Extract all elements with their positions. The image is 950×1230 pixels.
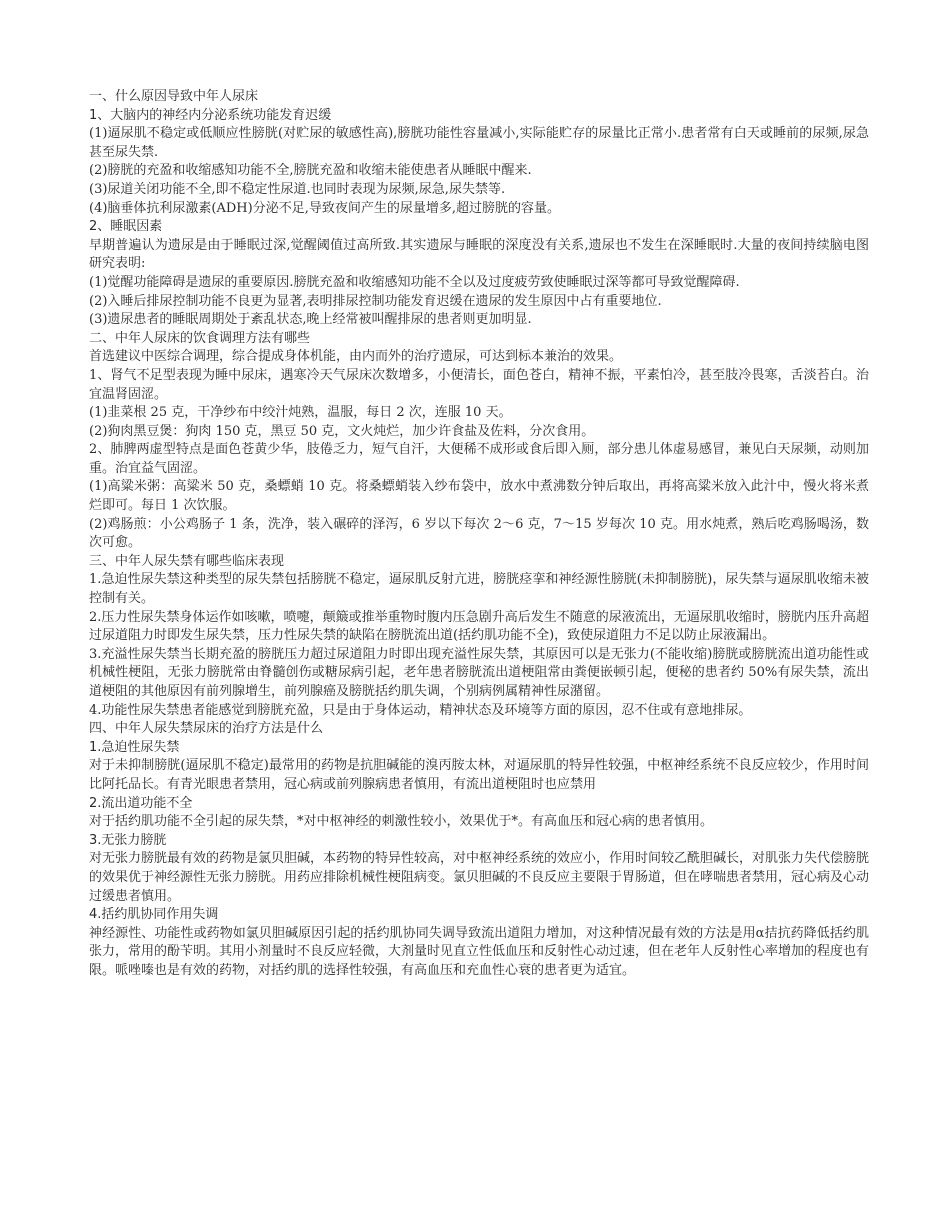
paragraph: 2.压力性尿失禁身体运作如咳嗽，喷嚏，颠簸或推举重物时腹内压急剧升高后发生不随意的尿液流出，无逼尿肌收缩时，膀胱内压升高超过尿道阻力时即发生尿失禁，压力性尿失禁的缺陷在膀胱流出道(括约肌功能不全)，致使尿道阻力不足以防止尿液漏出。	[89, 609, 869, 644]
section-heading: 2.流出道功能不全	[89, 795, 193, 811]
paragraph: (3)遗尿患者的睡眠周期处于紊乱状态,晚上经常被叫醒排尿的患者则更加明显.	[89, 312, 532, 328]
section-heading: 3.无张力膀胱	[89, 832, 167, 848]
paragraph: (2)入睡后排尿控制功能不良更为显著,表明排尿控制功能发育迟缓在遗尿的发生原因中占有重要地位.	[89, 293, 662, 309]
paragraph: (3)尿道关闭功能不全,即不稳定性尿道.也同时表现为尿频,尿急,尿失禁等.	[89, 181, 506, 197]
paragraph: (1)逼尿肌不稳定或低顺应性膀胱(对贮尿的敏感性高),膀胱功能性容量减小,实际能贮存的尿量比正常小.患者常有白天或睡前的尿频,尿急甚至尿失禁.	[89, 126, 869, 160]
paragraph: 1、肾气不足型表现为睡中尿床，遇寒冷天气尿床次数增多，小便清长，面色苍白，精神不振，平素怕冷，甚至肢冷畏寒，舌淡苔白。治宜温肾固涩。	[89, 367, 869, 402]
section-heading: 1.急迫性尿失禁	[89, 739, 180, 755]
paragraph: 对于未抑制膀胱(逼尿肌不稳定)最常用的药物是抗胆碱能的溴丙胺太林，对逼尿肌的特异性较强，中枢神经系统不良反应较少，作用时间比阿托品长。有青光眼患者禁用，冠心病或前列腺病患者慎用，有流出道梗阻时也应禁用	[89, 758, 869, 792]
paragraph: 早期普遍认为遗尿是由于睡眠过深,觉醒阈值过高所致.其实遗尿与睡眠的深度没有关系,遗尿也不发生在深睡眠时.大量的夜间持续脑电图研究表明:	[89, 237, 869, 272]
section-heading: 1、大脑内的神经内分泌系统功能发育迟缓	[89, 107, 332, 123]
paragraph: (2)狗肉黑豆煲：狗肉 150 克，黑豆 50 克，文火炖烂，加少许食盐及佐料，分次食用。	[89, 423, 595, 439]
paragraph: 神经源性、功能性或药物如氯贝胆碱原因引起的括约肌协同失调导致流出道阻力增加，对这种情况最有效的方法是用α拮抗药降低括约肌张力，常用的酚苄明。其用小剂量时不良反应轻微，大剂量时见直立性低血压和反射性心动过速，但在老年人反射性心率增加的程度也有限。哌唑嗪也是有效的药物，对括约肌的选择性较强，有高血压和充血性心衰的患者更为适宜。	[89, 925, 870, 978]
paragraph: 3.充溢性尿失禁当长期充盈的膀胱压力超过尿道阻力时即出现充溢性尿失禁，其原因可以是无张力(不能收缩)膀胱或膀胱流出道功能性或机械性梗阻，无张力膀胱常由脊髓创伤或糖尿病引起，老年患者膀胱流出道梗阻常由粪便嵌顿引起，便秘的患者约 50%有尿失禁，流出道梗阻的其他原因有前列腺增生，前列腺癌及膀胱括约肌失调，个别病例属精神性尿潴留。	[89, 646, 869, 699]
section-heading: 四、中年人尿失禁尿床的治疗方法是什么	[89, 721, 324, 737]
paragraph: 4.功能性尿失禁患者能感觉到膀胱充盈，只是由于身体运动，精神状态及环境等方面的原因，忍不住或有意地排尿。	[89, 702, 752, 718]
paragraph: 对无张力膀胱最有效的药物是氯贝胆碱，本药物的特异性较高，对中枢神经系统的效应小，作用时间较乙酰胆碱长，对肌张力失代偿膀胱的效果优于神经源性无张力膀胱。用药应排除机械性梗阻病变。氯贝胆碱的不良反应主要限于胃肠道，但在哮喘患者禁用，冠心病及心动过缓患者慎用。	[89, 851, 870, 904]
paragraph: 2、肺脾两虚型特点是面色苍黄少华，肢倦乏力，短气自汗，大便稀不成形或食后即入厕，部分患儿体虚易感冒，兼见白天尿频，动则加重。治宜益气固涩。	[89, 442, 869, 476]
paragraph: (2)鸡肠煎：小公鸡肠子 1 条，洗净，装入碾碎的泽泻，6 岁以下每次 2～6 克，7～15 岁每次 10 克。用水炖煮，熟后吃鸡肠喝汤，数次可愈。	[89, 516, 869, 551]
section-heading: 一、什么原因导致中年人尿床	[89, 89, 259, 104]
section-heading: 4.括约肌协同作用失调	[89, 907, 219, 923]
paragraph: (1)觉醒功能障碍是遗尿的重要原因.膀胱充盈和收缩感知功能不全以及过度疲劳致使睡眠过深等都可导致觉醒障碍.	[89, 274, 740, 290]
paragraph: (1)韭菜根 25 克，干净纱布中绞汁炖熟，温服，每日 2 次，连服 10 天。	[89, 405, 512, 421]
paragraph: 对于括约肌功能不全引起的尿失禁，*对中枢神经的刺激性较小，效果优于*。有高血压和冠心病的患者慎用。	[89, 814, 714, 830]
paragraph: (2)膀胱的充盈和收缩感知功能不全,膀胱充盈和收缩未能使患者从睡眠中醒来.	[89, 163, 532, 179]
paragraph: 1.急迫性尿失禁这种类型的尿失禁包括膀胱不稳定，逼尿肌反射亢进，膀胱痉挛和神经源性膀胱(未抑制膀胱)，尿失禁与逼尿肌收缩未被控制有关。	[89, 572, 869, 607]
section-heading: 2、睡眠因素	[89, 219, 163, 235]
paragraph: (1)高粱米粥：高粱米 50 克，桑螵蛸 10 克。将桑螵蛸装入纱布袋中，放水中煮沸数分钟后取出，再将高粱米放入此汁中，慢火将米煮烂即可。每日 1 次饮服。	[89, 479, 869, 514]
section-heading: 三、中年人尿失禁有哪些临床表现	[89, 553, 285, 569]
paragraph: 首选建议中医综合调理，综合提成身体机能，由内而外的治疗遗尿，可达到标本兼治的效果。	[89, 349, 623, 365]
paragraph: (4)脑垂体抗利尿激素(ADH)分泌不足,导致夜间产生的尿量增多,超过膀胱的容量。	[89, 200, 560, 216]
document-body	[89, 88, 869, 981]
section-heading: 二、中年人尿床的饮食调理方法有哪些	[89, 330, 311, 346]
